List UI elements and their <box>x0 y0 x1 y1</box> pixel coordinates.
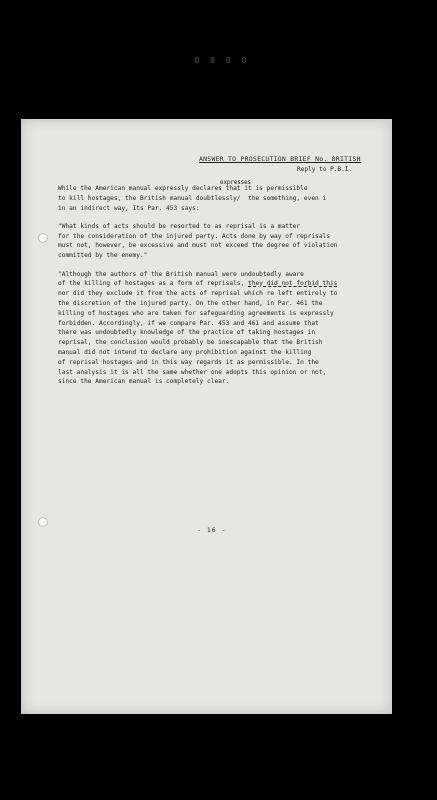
document-body <box>58 184 378 387</box>
quote-line: must not, however, be excessive and must not exceed the degree of violation <box>58 242 338 250</box>
underlined-phrase: they did not forbid this <box>248 280 338 288</box>
body-line: in an indirect way, Its Par. 453 says: <box>58 204 200 212</box>
document-heading: ANSWER TO PROSECUTION BRIEF No. BRITISH <box>199 155 361 163</box>
film-frame-mark: 0 0 0 0 <box>194 56 250 65</box>
body-line: since the American manual is completely clear. <box>58 378 230 386</box>
body-line: "Although the authors of the British manual were undoubtedly aware <box>58 270 304 278</box>
body-line: While the American manual expressly declares that it is permissible <box>58 185 308 192</box>
paragraph-gap <box>58 261 378 270</box>
handwritten-insertion: expresses <box>220 180 251 186</box>
body-line: nor did they exclude it from the acts of reprisal which re left entirely to <box>58 290 338 298</box>
body-line: manual did not intend to declare any prohibition against the killing <box>58 348 312 356</box>
body-line: killing of hostages who are taken for safeguarding agreements is expressly <box>58 309 334 317</box>
quote-line: committed by the enemy." <box>58 252 148 260</box>
body-line: of reprisal hostages and in this way regards it as permissible. In the <box>58 358 319 366</box>
reply-reference: Reply to P.B.I. <box>297 166 353 173</box>
body-line: the discretion of the injured party. On the other hand, in Par. 461 the <box>58 299 323 307</box>
page-number: - 16 - <box>197 526 227 534</box>
body-line: there was undoubtedly knowledge of the practice of taking hostages in <box>58 329 316 337</box>
body-line: forbidden. Accordingly, if we compare Par. 453 and 461 and assume that <box>58 319 319 327</box>
body-line-with-underline <box>58 279 378 289</box>
punch-hole-upper <box>38 233 48 243</box>
body-line: last analysis it is all the same whether one adopts this opinion or not, <box>58 368 327 376</box>
body-line: reprisal, the conclusion would probably be inescapable that the British <box>58 339 323 347</box>
body-line: to kill hostages, the British manual doubtlessly/ the something, even i <box>58 194 327 202</box>
body-line-prefix: of the killing of hostages as a form of reprisals, <box>58 280 248 288</box>
quote-line: "What kinds of acts should be resorted to as reprisal is a matter <box>58 222 301 230</box>
quote-line: for the consideration of the injured party. Acts done by way of reprisals <box>58 232 330 240</box>
punch-hole-lower <box>38 517 48 527</box>
paragraph-gap <box>58 213 378 222</box>
document-page <box>21 119 392 714</box>
